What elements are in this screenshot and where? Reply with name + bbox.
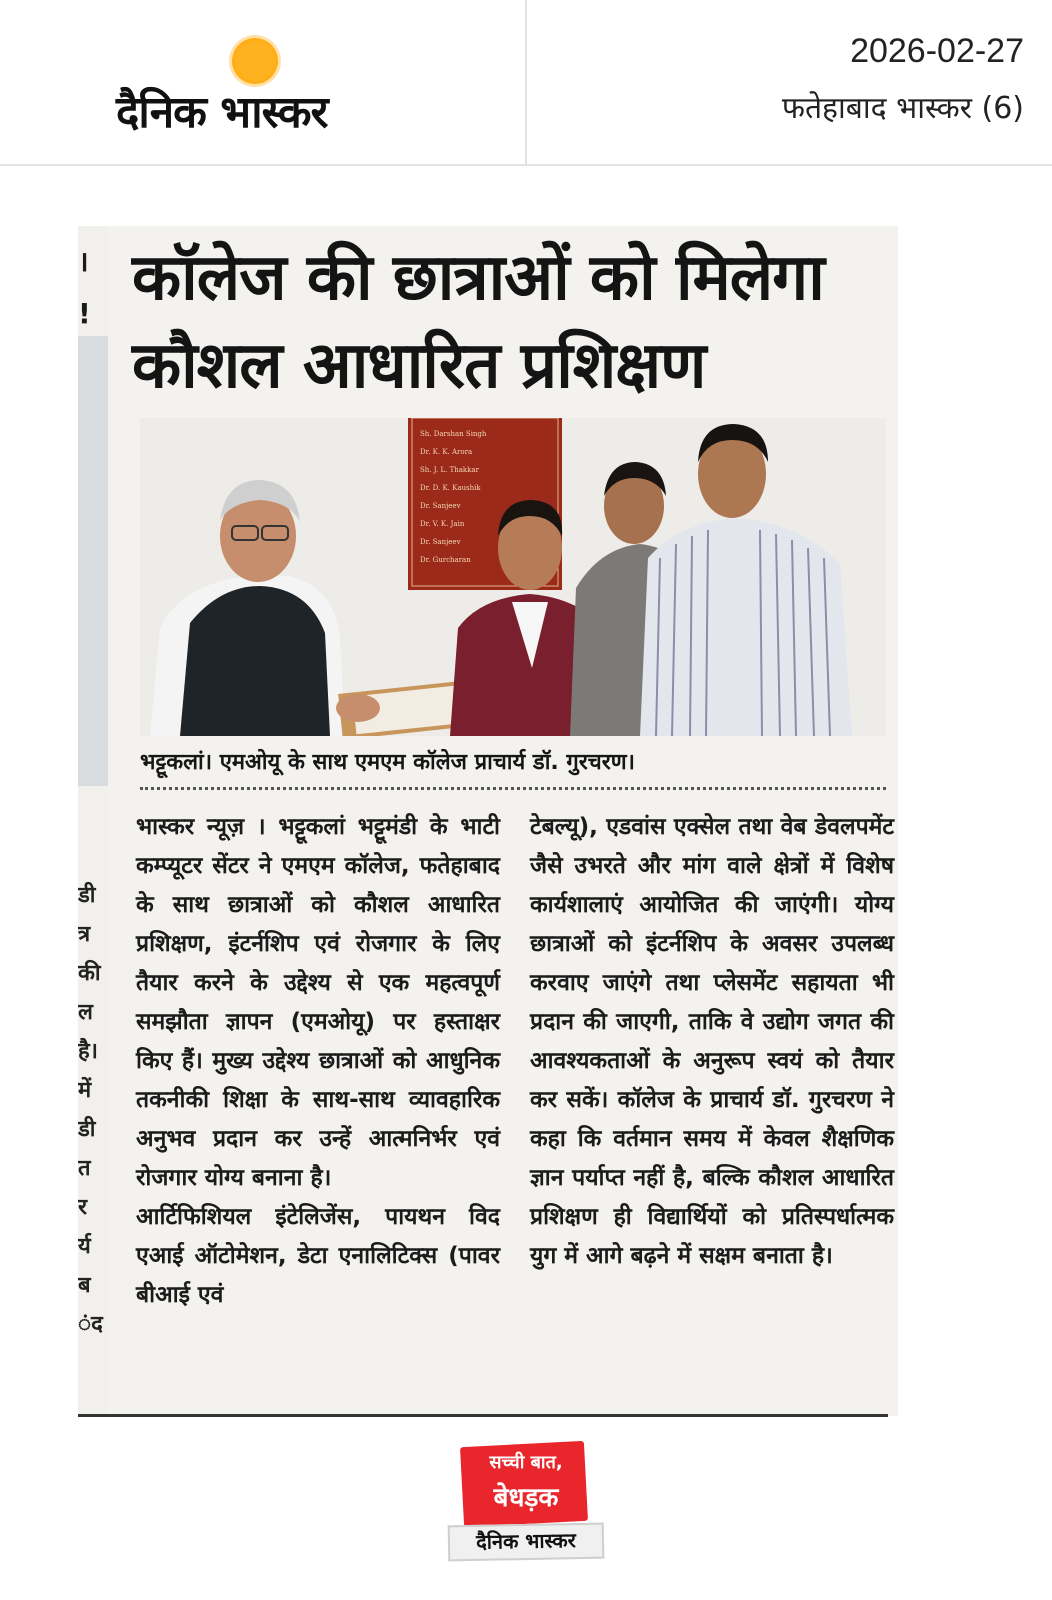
strip-char: की — [78, 961, 101, 986]
board-name: Sh. Darshan Singh — [420, 430, 487, 438]
article-headline — [132, 234, 892, 410]
strip-char: ल — [78, 1000, 93, 1025]
photo-caption: भट्टूकलां। एमओयू के साथ एमएम कॉलेज प्राचार्य डॉ. गुरचरण। — [140, 750, 636, 775]
strip-char: ंद — [78, 1312, 103, 1337]
sachchi-baat-badge — [448, 1444, 608, 1564]
page-header — [0, 0, 1052, 166]
board-name: Dr. K. K. Arora — [420, 448, 473, 456]
board-name: Dr. D. K. Kaushik — [420, 484, 481, 492]
edition-label: फतेहाबाद भास्कर (6) — [781, 91, 1024, 126]
header-divider — [525, 0, 527, 166]
strip-char: में — [78, 1078, 92, 1103]
strip-char: र — [78, 1195, 87, 1220]
mou-signing-photo — [140, 418, 886, 736]
column-1-paragraph-1: भास्कर न्यूज़ । भट्टूकलां भट्टूमंडी के भाटी कम्प्यूटर सेंटर ने एमएम कॉलेज, फतेहाबाद के साथ छात्राओं को कौशल आधारित प्रशिक्षण, इंटर्नशिप एवं रोजगार के लिए तैयार करने के उद्देश्य से एक महत्वपूर्ण समझौता ज्ञापन (एमओयू) पर हस्ताक्षर किए हैं। मुख्य उद्देश्य छात्राओं को आधुनिक तकनीकी शिक्षा के साथ-साथ व्यावहारिक अनुभव प्रदान कर उन्हें आत्मनिर्भर एवं रोजगार योग्य बनाना है। — [136, 814, 500, 1191]
strip-char: त — [78, 1156, 91, 1181]
article-column-2 — [530, 808, 894, 1276]
badge-brand-text: दैनिक भास्कर — [475, 1528, 577, 1554]
strip-char: डी — [78, 883, 96, 908]
headline-line-2: कौशल आधारित प्रशिक्षण — [132, 329, 706, 403]
adjacent-text-column — [78, 876, 108, 1344]
strip-char: है। — [78, 1039, 99, 1064]
clipping-bottom-rule — [78, 1414, 888, 1417]
adjacent-photo-edge — [78, 336, 108, 786]
sun-logo-icon — [232, 38, 278, 84]
article-photo — [140, 418, 886, 736]
board-name: Sh. J. L. Thakkar — [420, 466, 479, 474]
article-column-1 — [136, 808, 500, 1315]
strip-char: त्र — [78, 922, 91, 947]
strip-char: र्य — [78, 1234, 91, 1259]
publish-date: 2026-02-27 — [850, 32, 1024, 70]
strip-char: डी — [78, 1117, 96, 1142]
strip-char: ब — [78, 1273, 91, 1298]
logo-text: दैनिक भास्कर — [116, 87, 328, 138]
badge-tagline-1: सच्ची बात, — [489, 1452, 563, 1473]
badge-brand-bar — [448, 1523, 605, 1562]
board-name: Dr. Gurcharan — [420, 556, 471, 564]
board-name: Dr. V. K. Jain — [420, 520, 465, 528]
board-name: Dr. Sanjeev — [420, 538, 461, 546]
badge-tagline-2: बेधड़क — [493, 1483, 559, 1513]
adjacent-article-strip — [78, 226, 108, 1416]
column-1-paragraph-2: आर्टिफिशियल इंटेलिजेंस, पायथन विद एआई ऑटोमेशन, डेटा एनालिटिक्स (पावर बीआई एवं — [136, 1204, 500, 1308]
dainik-bhaskar-logo — [110, 34, 410, 138]
caption-dotted-rule — [140, 787, 886, 790]
adjacent-headline-edge: । ! — [78, 245, 91, 330]
column-2-paragraph-1: टेबल्यू), एडवांस एक्सेल तथा वेब डेवलपमेंट जैसे उभरते और मांग वाले क्षेत्रों में विशेष कार्यशालाएं आयोजित की जाएंगी। योग्य छात्राओं को इंटर्नशिप के अवसर उपलब्ध करवाए जाएंगे तथा प्लेसमेंट सहायता भी प्रदान की जाएगी, ताकि वे उद्योग जगत की आवश्यकताओं के अनुरूप स्वयं को तैयार कर सकें। कॉलेज के प्राचार्य डॉ. गुरचरण ने कहा कि वर्तमान समय में केवल शैक्षणिक ज्ञान पर्याप्त नहीं है, बल्कि कौशल आधारित प्रशिक्षण ही विद्यार्थियों को प्रतिस्पर्धात्मक युग में आगे बढ़ने में सक्षम बनाता है। — [530, 814, 894, 1269]
board-name: Dr. Sanjeev — [420, 502, 461, 510]
headline-line-1: कॉलेज की छात्राओं को मिलेगा — [132, 241, 824, 315]
